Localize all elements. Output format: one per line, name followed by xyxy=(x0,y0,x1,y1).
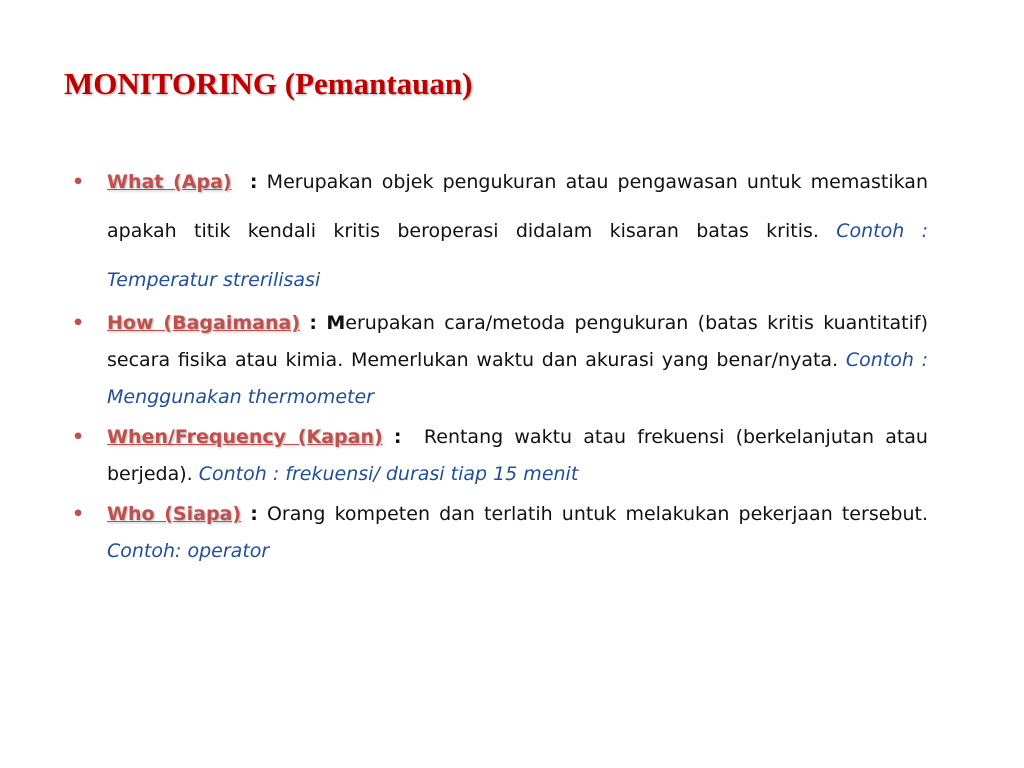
description-initial: M xyxy=(326,312,346,334)
separator: : xyxy=(250,503,258,525)
list-item-how xyxy=(72,305,929,416)
separator: : xyxy=(309,312,317,334)
list-item-who xyxy=(72,496,928,570)
term-who: Who (Siapa) xyxy=(107,503,242,525)
example-what: Contoh : Temperatur strerilisasi xyxy=(107,220,928,291)
example-how: Contoh : Menggunakan thermometer xyxy=(107,349,928,408)
slide-title: MONITORING (Pemantauan) xyxy=(64,66,473,101)
example-who: Contoh: operator xyxy=(107,540,270,562)
description-when: Rentang waktu atau frekuensi (berkelanjutan atau berjeda). xyxy=(107,426,928,485)
description-who: Orang kompeten dan terlatih untuk melakukan pekerjaan tersebut. xyxy=(266,503,928,525)
separator: : xyxy=(249,171,258,193)
bullet-icon: • xyxy=(72,312,85,334)
separator: : xyxy=(393,426,402,448)
example-when: Contoh : frekuensi/ durasi tiap 15 menit xyxy=(198,463,579,485)
term-what: What (Apa) xyxy=(107,171,232,193)
bullet-icon: • xyxy=(72,426,85,448)
term-how: How (Bagaimana) xyxy=(107,312,301,334)
bullet-icon: • xyxy=(72,171,85,193)
list-item-when xyxy=(72,419,928,493)
term-when: When/Frequency (Kapan) xyxy=(107,426,383,448)
list-item-what xyxy=(72,158,928,305)
bullet-list xyxy=(72,158,929,573)
description-what: Merupakan objek pengukuran atau pengawasan untuk memastikan apakah titik kendali kritis beroperasi didalam kisaran batas kritis. xyxy=(107,171,928,242)
description-how: erupakan cara/metoda pengukuran (batas kritis kuantitatif) secara fisika atau kimia. Memerlukan waktu dan akurasi yang benar/nyata. xyxy=(107,312,929,371)
bullet-icon: • xyxy=(72,503,85,525)
